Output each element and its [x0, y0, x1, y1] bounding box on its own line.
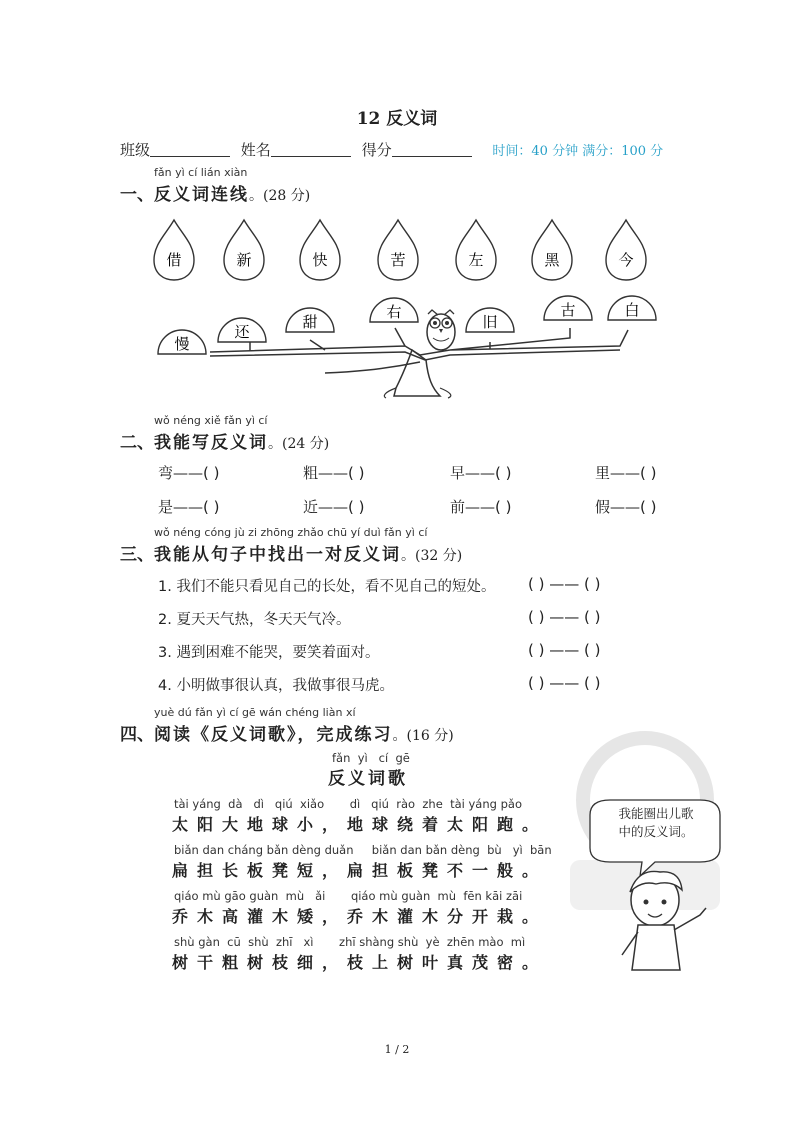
drop-char-7[interactable]: [606, 220, 646, 280]
leaf-char-label: 甜: [302, 313, 318, 331]
poem-title: 反义词歌: [328, 769, 408, 789]
leaf-char-label: 旧: [482, 313, 498, 331]
poem-line-pinyin: biǎn dan cháng bǎn dèng duǎn biǎn dan bǎn dèng bù yì bān: [174, 843, 552, 857]
leaf-char-label: 还: [234, 323, 250, 341]
leaf-char-label: 白: [624, 301, 640, 319]
antonym-word: 近——: [303, 498, 349, 516]
poem-line-pinyin: qiáo mù gāo guàn mù ǎi qiáo mù guàn mù fēn kāi zāi: [174, 889, 523, 903]
antonym-item-2: [303, 462, 365, 483]
answer-blank-3[interactable]: ( ) —— ( ): [528, 641, 601, 659]
student-info-line: [120, 139, 663, 160]
antonym-item-4: [595, 462, 657, 483]
poem-line: 树干粗树枝细，枝上树叶真茂密。: [172, 953, 548, 972]
score-label: 得分: [361, 141, 392, 159]
antonym-item-7: [450, 496, 512, 517]
section-3-heading: 三、 wǒ néng cóng jù zi zhōng zhǎo chū yí duì fǎn yì cí 我能从句子中找出一对反义词。(32 分): [120, 526, 463, 565]
poem-line-pinyin: tài yáng dà dì qiú xiǎo dì qiú rào zhe tài yáng pǎo: [174, 797, 522, 811]
poem-line: 扁担长板凳短，扁担板凳不一般。: [172, 861, 548, 880]
answer-blank[interactable]: ( ): [348, 498, 365, 516]
antonym-word: 假——: [595, 498, 641, 516]
page-title: 12 反义词: [356, 109, 438, 129]
antonym-word: 是——: [158, 498, 204, 516]
poem-line: 乔木高灌木矮，乔木灌木分开栽。: [172, 907, 548, 926]
antonym-word: 弯——: [158, 464, 204, 482]
name-field[interactable]: [271, 140, 351, 157]
antonym-item-5: [158, 496, 220, 517]
drop-char-4[interactable]: [378, 220, 418, 280]
sentence-2: 2. 夏天天气热，冬天天气冷。: [158, 612, 351, 628]
section-2-heading: 二、 wǒ néng xiě fǎn yì cí 我能写反义词。(24 分): [120, 414, 330, 453]
antonym-item-1: [158, 462, 220, 483]
drop-char-label: 快: [312, 251, 328, 269]
section-4-heading: 四、 yuè dú fǎn yì cí gē wán chéng liàn xí 阅读《反义词歌》，完成练习。(16 分): [120, 706, 454, 745]
answer-blank[interactable]: ( ): [495, 464, 512, 482]
answer-blank[interactable]: ( ): [203, 464, 220, 482]
leaf-char-label: 右: [386, 303, 402, 321]
drop-char-2[interactable]: [224, 220, 264, 280]
antonym-word: 里——: [595, 464, 641, 482]
drop-char-label: 新: [236, 251, 252, 269]
antonym-word: 粗——: [303, 464, 349, 482]
leaf-char-label: 慢: [174, 335, 190, 353]
class-label: 班级: [120, 141, 151, 159]
name-label: 姓名: [240, 141, 271, 159]
drop-char-label: 今: [618, 251, 634, 269]
boy-illustration: [560, 730, 730, 980]
answer-blank[interactable]: ( ): [348, 464, 365, 482]
class-field[interactable]: [150, 140, 230, 157]
antonym-word: 前——: [450, 498, 496, 516]
antonym-item-3: [450, 462, 512, 483]
answer-blank[interactable]: ( ): [640, 464, 657, 482]
poem-line-pinyin: shù gàn cū shù zhī xì zhī shàng shù yè zhēn mào mì: [174, 935, 526, 949]
answer-blank-2[interactable]: ( ) —— ( ): [528, 608, 601, 626]
drop-char-label: 左: [468, 251, 484, 269]
owl-icon: [427, 310, 455, 350]
sentence-4: 4. 小明做事很认真，我做事很马虎。: [158, 678, 394, 694]
score-field[interactable]: [392, 140, 472, 157]
leaf-char-7[interactable]: [608, 296, 656, 320]
poem-title-pinyin: fǎn yì cí gē: [332, 751, 410, 765]
leaf-char-2[interactable]: [218, 318, 266, 342]
leaf-char-4[interactable]: [370, 298, 418, 322]
sentence-1: 1. 我们不能只看见自己的长处，看不见自己的短处。: [158, 579, 496, 595]
leaf-char-3[interactable]: [286, 308, 334, 332]
page-number: 1 / 2: [384, 1043, 410, 1056]
drop-char-5[interactable]: [456, 220, 496, 280]
time-info: 时间：40 分钟 满分：100 分: [492, 144, 664, 159]
answer-blank[interactable]: ( ): [495, 498, 512, 516]
leaf-char-5[interactable]: [466, 308, 514, 332]
antonym-word: 早——: [450, 464, 496, 482]
leaf-char-label: 古: [560, 301, 576, 319]
answer-blank-4[interactable]: ( ) —— ( ): [528, 674, 601, 692]
answer-blank[interactable]: ( ): [203, 498, 220, 516]
antonym-item-6: [303, 496, 365, 517]
antonym-item-8: [595, 496, 657, 517]
drop-char-1[interactable]: [154, 220, 194, 280]
answer-blank[interactable]: ( ): [640, 498, 657, 516]
leaf-char-6[interactable]: [544, 296, 592, 320]
speech-bubble: 我能圈出儿歌 中的反义词。: [618, 806, 694, 839]
drop-char-6[interactable]: [532, 220, 572, 280]
drop-char-label: 借: [166, 251, 182, 269]
sentence-3: 3. 遇到困难不能哭，要笑着面对。: [158, 645, 380, 661]
drop-char-label: 黑: [544, 251, 560, 269]
antonym-matching-illustration: [150, 210, 670, 405]
drop-char-3[interactable]: [300, 220, 340, 280]
poem-line: 太阳大地球小，地球绕着太阳跑。: [172, 815, 548, 834]
drop-char-label: 苦: [390, 251, 406, 269]
leaf-char-1[interactable]: [158, 330, 206, 354]
answer-blank-1[interactable]: ( ) —— ( ): [528, 575, 601, 593]
section-1-heading: 一、 fǎn yì cí lián xiàn 反义词连线。(28 分): [120, 166, 311, 205]
